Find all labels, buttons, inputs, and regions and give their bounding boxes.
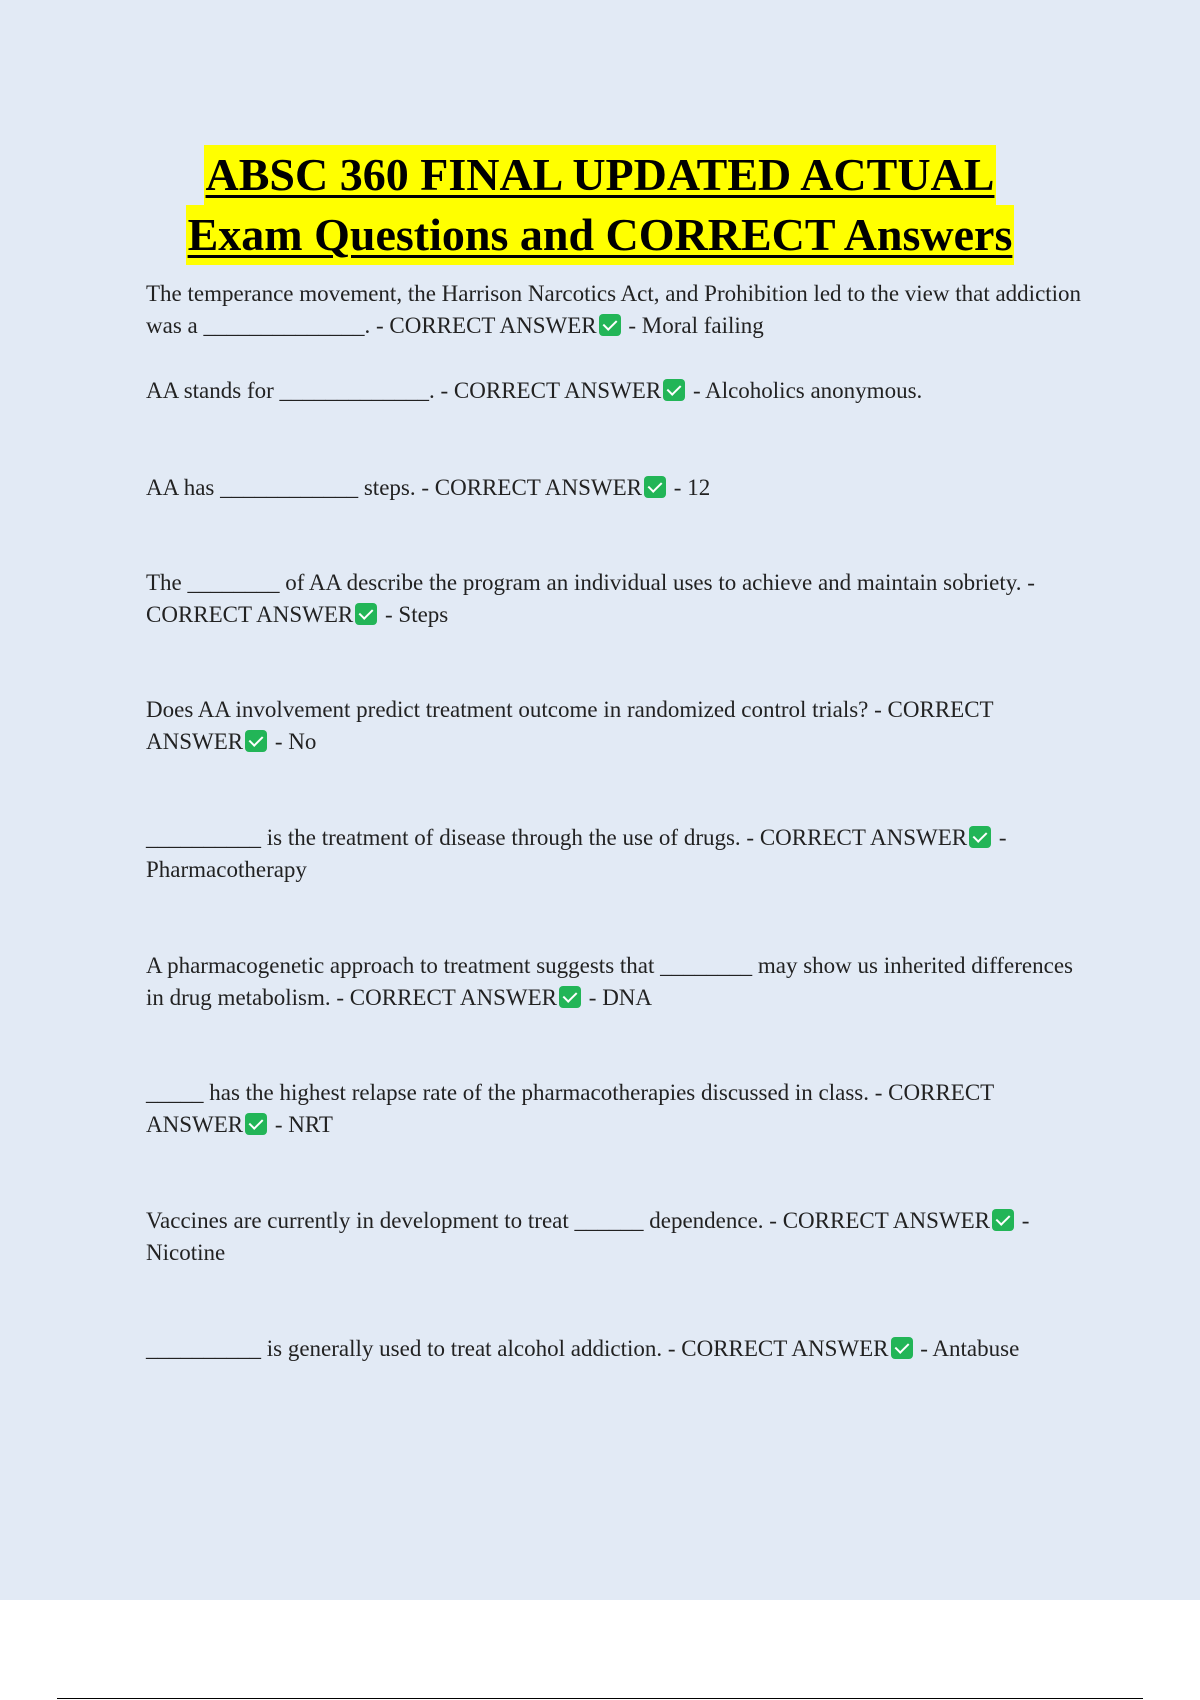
- check-icon: [599, 314, 621, 336]
- qa-item: [146, 1205, 1086, 1269]
- answer-text: - Nicotine: [146, 1208, 1030, 1265]
- qa-item: [146, 1077, 1086, 1141]
- answer-text: - Steps: [379, 602, 449, 627]
- check-icon: [559, 986, 581, 1008]
- title-line-1: ABSC 360 FINAL UPDATED ACTUAL: [204, 145, 997, 205]
- qa-item: [146, 278, 1086, 342]
- answer-text: - No: [269, 729, 317, 754]
- question-text: The ________ of AA describe the program an individual uses to achieve and maintain sobriety. - CORRECT ANSWER: [146, 570, 1035, 627]
- check-icon: [992, 1209, 1014, 1231]
- check-icon: [891, 1337, 913, 1359]
- check-icon: [644, 476, 666, 498]
- qa-item: [146, 375, 1086, 407]
- question-text: __________ is generally used to treat alcohol addiction. - CORRECT ANSWER: [146, 1336, 889, 1361]
- question-text: The temperance movement, the Harrison Narcotics Act, and Prohibition led to the view that addiction was a ______________. - CORRECT ANSWER: [146, 281, 1082, 338]
- document-title: [0, 145, 1200, 265]
- check-icon: [355, 603, 377, 625]
- answer-text: - Antabuse: [914, 1336, 1020, 1361]
- qa-item: [146, 472, 1086, 504]
- question-text: Does AA involvement predict treatment outcome in randomized control trials? - CORRECT ANSWER: [146, 697, 994, 754]
- qa-item: [146, 567, 1086, 631]
- answer-text: - Moral failing: [622, 313, 764, 338]
- qa-item: [146, 950, 1086, 1014]
- question-text: AA stands for _____________. - CORRECT ANSWER: [146, 378, 662, 403]
- check-icon: [663, 379, 685, 401]
- check-icon: [245, 1113, 267, 1135]
- title-line-2: Exam Questions and CORRECT Answers: [186, 205, 1015, 265]
- answer-text: - DNA: [583, 985, 653, 1010]
- question-text: AA has ____________ steps. - CORRECT ANSWER: [146, 475, 643, 500]
- question-text: __________ is the treatment of disease through the use of drugs. - CORRECT ANSWER: [146, 825, 968, 850]
- question-text: Vaccines are currently in development to treat ______ dependence. - CORRECT ANSWER: [146, 1208, 990, 1233]
- answer-text: - NRT: [269, 1112, 333, 1137]
- qa-item: [146, 1333, 1086, 1365]
- footer-rule: [57, 1698, 1143, 1699]
- qa-item: [146, 694, 1086, 758]
- question-text: _____ has the highest relapse rate of the pharmacotherapies discussed in class. - CORRECT ANSWER: [146, 1080, 994, 1137]
- answer-text: - 12: [668, 475, 711, 500]
- check-icon: [969, 826, 991, 848]
- question-text: A pharmacogenetic approach to treatment suggests that ________ may show us inherited differences in drug metabolism. - CORRECT ANSWER: [146, 953, 1073, 1010]
- qa-item: [146, 822, 1086, 886]
- answer-text: - Pharmacotherapy: [146, 825, 1007, 882]
- check-icon: [245, 730, 267, 752]
- answer-text: - Alcoholics anonymous.: [687, 378, 923, 403]
